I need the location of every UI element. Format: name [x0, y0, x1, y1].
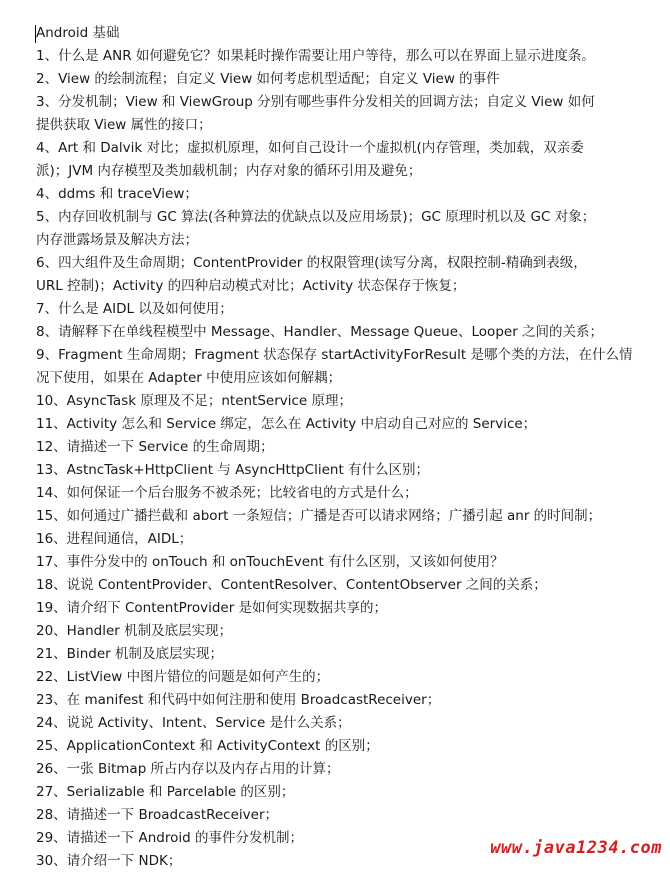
question-line: 4、Art 和 Dalvik 对比；虚拟机原理，如何自己设计一个虚拟机(内存管理，类加载，双亲委	[36, 140, 584, 156]
question-line: 20、Handler 机制及底层实现；	[36, 623, 233, 639]
question-line: 25、ApplicationContext 和 ActivityContext 的区别；	[36, 738, 379, 754]
question-line: 况下使用，如果在 Adapter 中使用应该如何解耦；	[36, 370, 342, 386]
question-line: URL 控制)；Activity 的四种启动模式对比；Activity 状态保存于恢复；	[36, 278, 466, 294]
question-line: 7、什么是 AIDL 以及如何使用；	[36, 301, 233, 317]
question-line: 27、Serializable 和 Parcelable 的区别；	[36, 784, 295, 800]
question-line: 13、AstncTask+HttpClient 与 AsyncHttpClient 有什么区别；	[36, 462, 430, 478]
watermark: www.java1234.com	[490, 838, 662, 858]
question-line: 23、在 manifest 和代码中如何注册和使用 BroadcastReceiver；	[36, 692, 441, 708]
question-line: 6、四大组件及生命周期；ContentProvider 的权限管理(读写分离，权限控制-精确到表级，	[36, 255, 587, 271]
question-line: 4、ddms 和 traceView；	[36, 186, 198, 202]
question-line: 内存泄露场景及解决方法；	[36, 232, 198, 248]
question-line: 5、内存回收机制与 GC 算法(各种算法的优缺点以及应用场景)；GC 原理时机以及 GC 对象；	[36, 209, 596, 225]
question-line: 16、进程间通信，AIDL；	[36, 531, 193, 547]
question-line: 12、请描述一下 Service 的生命周期；	[36, 439, 274, 455]
question-line: 9、Fragment 生命周期；Fragment 状态保存 startActivityForResult 是哪个类的方法，在什么情	[36, 347, 633, 363]
question-line: 15、如何通过广播拦截和 abort 一条短信；广播是否可以请求网络；广播引起 anr 的时间制；	[36, 508, 602, 524]
question-line: 2、View 的绘制流程；自定义 View 如何考虑机型适配；自定义 View 的事件	[36, 71, 500, 87]
question-line: 30、请介绍一下 NDK；	[36, 853, 182, 869]
question-line: 28、请描述一下 BroadcastReceiver；	[36, 807, 279, 823]
question-line: 1、什么是 ANR 如何避免它？如果耗时操作需要让用户等待，那么可以在界面上显示进度条。	[36, 48, 595, 64]
question-list	[36, 45, 662, 873]
question-line: 26、一张 Bitmap 所占内存以及内存占用的计算；	[36, 761, 340, 777]
question-line: 29、请描述一下 Android 的事件分发机制；	[36, 830, 303, 846]
question-line: 17、事件分发中的 onTouch 和 onTouchEvent 有什么区别，又该如何使用？	[36, 554, 504, 570]
question-line: 10、AsyncTask 原理及不足；ntentService 原理；	[36, 393, 353, 409]
question-line: 19、请介绍下 ContentProvider 是如何实现数据共享的；	[36, 600, 388, 616]
question-line: 3、分发机制；View 和 ViewGroup 分别有哪些事件分发相关的回调方法；自定义 View 如何	[36, 94, 595, 110]
document-title: Android 基础	[36, 25, 120, 41]
document-page	[36, 22, 662, 873]
question-line: 21、Binder 机制及底层实现；	[36, 646, 223, 662]
question-line: 提供获取 View 属性的接口；	[36, 117, 212, 133]
question-line: 14、如何保证一个后台服务不被杀死；比较省电的方式是什么；	[36, 485, 418, 501]
question-line: 11、Activity 怎么和 Service 绑定，怎么在 Activity 中启动自己对应的 Service；	[36, 416, 537, 432]
question-line: 22、ListView 中图片错位的问题是如何产生的；	[36, 669, 330, 685]
question-line: 24、说说 Activity、Intent、Service 是什么关系；	[36, 715, 351, 731]
question-line: 18、说说 ContentProvider、ContentResolver、ContentObserver 之间的关系；	[36, 577, 547, 593]
question-line: 派)；JVM 内存模型及类加载机制；内存对象的循环引用及避免；	[36, 163, 422, 179]
question-line: 8、请解释下在单线程模型中 Message、Handler、Message Queue、Looper 之间的关系；	[36, 324, 604, 340]
